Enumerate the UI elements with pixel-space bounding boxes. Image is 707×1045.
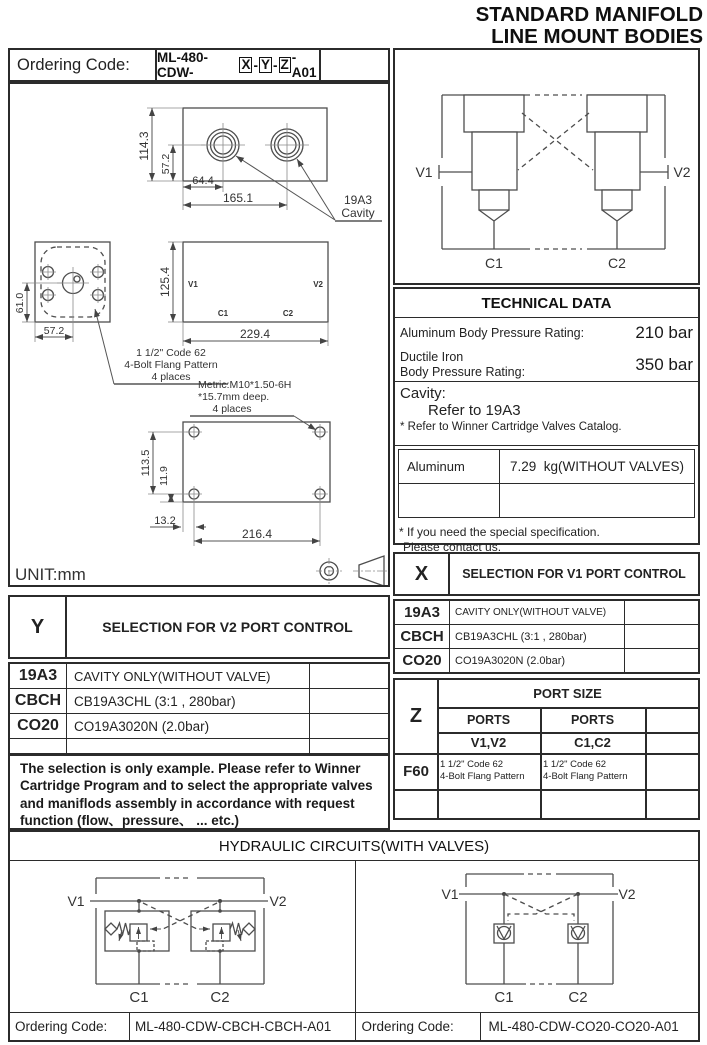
ordering-code-label: Ordering Code: <box>17 55 130 74</box>
ports-header-2: PORTS <box>570 712 615 727</box>
co20-ordering-label: Ordering Code: <box>356 1013 481 1040</box>
co20-v1-label: V1 <box>441 886 459 903</box>
dim-flange-height: 61.0 <box>14 292 26 314</box>
co20-circuit-cell <box>356 861 699 1012</box>
metric-note-line1: Metric:M10*1.50-6H <box>198 379 292 391</box>
cbch-ordering-label: Ordering Code: <box>10 1013 130 1040</box>
pilot-cross-lines <box>518 113 593 170</box>
table-row: 19A3 CAVITY ONLY(WITHOUT VALVE) <box>10 664 388 689</box>
metric-note-line3: 4 places <box>212 403 252 415</box>
cbch-circuit-diagram <box>10 861 355 1012</box>
special-spec-footnote: * If you need the special specification. Please contact us. <box>399 525 600 554</box>
counterbalance-valve-2 <box>143 901 255 984</box>
dim-cavity-spacing: 165.1 <box>222 191 254 205</box>
page-title-line2: LINE MOUNT BODIES <box>491 25 703 49</box>
z-table-title: PORT SIZE <box>533 686 602 701</box>
x-selection-table <box>393 552 700 672</box>
cavity-1 <box>201 123 245 167</box>
technical-data-panel <box>393 287 700 554</box>
dimension-drawings <box>10 84 388 585</box>
top-view-drawing <box>137 108 382 221</box>
page-title-line1: STANDARD MANIFOLD <box>475 3 703 26</box>
page-title <box>476 4 703 48</box>
mounting-bolts <box>186 424 328 502</box>
cavity-callout-line1: 19A3 <box>343 193 373 207</box>
co20-circuit-diagram <box>356 861 699 1012</box>
cavity-section <box>395 381 698 446</box>
hydraulic-circuits-panel <box>8 830 700 1042</box>
dim-height: 114.3 <box>137 131 151 161</box>
aluminum-pressure-label: Aluminum Body Pressure Rating: <box>400 326 585 340</box>
dim-cavity-offset: 64.4 <box>192 175 214 187</box>
cavity-label: Cavity: <box>400 385 446 402</box>
code-suffix: -A01 <box>291 50 317 80</box>
hydraulic-circuits-title: HYDRAULIC CIRCUITS(WITH VALVES) <box>10 832 698 861</box>
table-row: CO20 CO19A3020N (2.0bar) <box>395 649 698 672</box>
flange-view-drawing <box>14 242 228 384</box>
bottom-ordering-row <box>10 1012 698 1040</box>
cavity-callout-line2: Cavity <box>341 206 375 220</box>
weight-row <box>399 450 694 484</box>
hydraulic-circuits-cells <box>10 861 698 1012</box>
aluminum-pressure-row <box>395 318 698 348</box>
table-row: CBCH CB19A3CHL (3:1 , 280bar) <box>10 689 388 714</box>
dim-bolt-offset-h: 13.2 <box>154 515 176 527</box>
cavity-callout <box>236 156 382 221</box>
z-port-size-table <box>393 678 700 820</box>
flange-note-line2: 4-Bolt Flang Pattern <box>124 359 218 371</box>
dim-bolt-spacing-h: 216.4 <box>241 527 273 541</box>
cartridge-valve-2 <box>587 95 647 249</box>
code-prefix: ML-480-CDW- <box>157 50 209 80</box>
ports-sub-2: C1,C2 <box>574 735 611 750</box>
ports-header-1: PORTS <box>466 712 511 727</box>
port-c2-label: C2 <box>282 309 294 318</box>
cavity-2 <box>265 123 309 167</box>
weight-value: 7.29 kg(WITHOUT VALVES) <box>510 459 685 474</box>
counterbalance-valve-1 <box>105 901 217 984</box>
ductile-pressure-label: Ductile Iron Body Pressure Rating: <box>400 349 526 379</box>
code-dash1: - <box>253 57 258 73</box>
unit-label: UNIT:mm <box>15 565 86 584</box>
cbch-v1-label: V1 <box>67 893 85 910</box>
technical-data-title: TECHNICAL DATA <box>395 289 698 318</box>
table-row: CO20 CO19A3020N (2.0bar) <box>10 714 388 739</box>
x-table-body <box>393 599 700 674</box>
dim-flange-width: 57.2 <box>43 325 65 337</box>
manifold-boundary <box>466 874 613 984</box>
mounting-view-drawing <box>140 379 330 546</box>
co20-ordering-code: ML-480-CDW-CO20-CO20-A01 <box>488 1019 679 1035</box>
port-c1-label: C1 <box>217 309 229 318</box>
ordering-code-empty-cell <box>321 50 388 80</box>
circuit-c1-label: C1 <box>485 255 503 271</box>
flange-note-line1: 1 1/2" Code 62 <box>136 347 206 359</box>
dimension-drawings-panel <box>8 82 390 587</box>
ordering-code-box <box>8 48 390 82</box>
ductile-pressure-row <box>395 348 698 381</box>
pilot-cross-lines <box>504 894 578 921</box>
flange-note-line3: 4 places <box>151 371 191 383</box>
z-row-key: F60 <box>403 762 429 780</box>
front-view-drawing <box>158 242 328 346</box>
pilot-check-valve-1 <box>494 894 514 984</box>
cavity-value: Refer to 19A3 <box>428 402 521 419</box>
z-cell-c-ports: 1 1/2" Code 62 4-Bolt Flang Pattern <box>543 759 628 782</box>
third-angle-projection-icon <box>316 556 388 585</box>
dim-body-width: 229.4 <box>239 327 271 341</box>
cbch-circuit-cell <box>10 861 356 1012</box>
cbch-c2-label: C2 <box>210 989 230 1007</box>
x-table-header <box>393 552 700 596</box>
table-empty-row <box>10 739 388 754</box>
dim-bolt-offset-v: 11.9 <box>158 466 170 486</box>
weight-table <box>398 449 695 518</box>
z-table-key: Z <box>409 705 423 727</box>
z-cell-v-ports: 1 1/2" Code 62 4-Bolt Flang Pattern <box>440 759 525 782</box>
code-dash2: - <box>273 57 278 73</box>
port-v1-label: V1 <box>188 280 198 289</box>
dim-body-height: 125.4 <box>158 266 172 298</box>
code-x-box: X <box>241 56 251 72</box>
metric-note-line2: *15.7mm deep. <box>198 391 270 403</box>
dim-bolt-spacing-v: 113.5 <box>140 449 152 477</box>
selection-note: The selection is only example. Please refer to Winner Cartridge Program and to select the appropriate valves and maniflods assembly in accordance with request function (flow、pressure、 ... etc.) <box>8 753 390 830</box>
ductile-pressure-value: 350 bar <box>635 354 693 374</box>
cbch-ordering-code: ML-480-CDW-CBCH-CBCH-A01 <box>130 1013 356 1040</box>
circuit-c2-label: C2 <box>608 255 626 271</box>
circuit-v1-label: V1 <box>415 164 433 180</box>
cartridge-circuit-panel <box>393 48 700 285</box>
aluminum-pressure-value: 210 bar <box>635 323 693 342</box>
ordering-code-value <box>155 50 321 80</box>
cavity-note: * Refer to Winner Cartridge Valves Catalog. <box>400 421 622 433</box>
circuit-v2-label: V2 <box>673 164 691 180</box>
code-y-box: Y <box>260 56 270 72</box>
co20-v2-label: V2 <box>618 886 636 903</box>
code-z-box: Z <box>280 56 289 72</box>
co20-c1-label: C1 <box>494 989 514 1007</box>
weight-material: Aluminum <box>399 450 500 483</box>
x-table-title: SELECTION FOR V1 PORT CONTROL <box>462 567 686 581</box>
cbch-v2-label: V2 <box>269 893 287 910</box>
weight-empty-row <box>399 484 694 517</box>
dim-cavity-center: 57.2 <box>160 153 172 175</box>
cartridge-valve-1 <box>464 95 524 249</box>
x-table-key: X <box>395 554 450 594</box>
y-table-title: SELECTION FOR V2 PORT CONTROL <box>102 619 353 635</box>
co20-c2-label: C2 <box>568 989 588 1007</box>
ports-sub-1: V1,V2 <box>470 735 507 750</box>
y-selection-table <box>8 595 390 753</box>
flange-callout <box>95 309 228 384</box>
port-v2-label: V2 <box>313 280 323 289</box>
y-table-header <box>8 595 390 659</box>
cartridge-circuit-diagram <box>395 50 698 283</box>
cbch-c1-label: C1 <box>129 989 149 1007</box>
table-row: 19A3 CAVITY ONLY(WITHOUT VALVE) <box>395 601 698 625</box>
y-table-body <box>8 662 390 756</box>
pilot-check-valve-2 <box>568 894 588 984</box>
table-row: CBCH CB19A3CHL (3:1 , 280bar) <box>395 625 698 649</box>
y-table-key: Y <box>10 597 67 657</box>
